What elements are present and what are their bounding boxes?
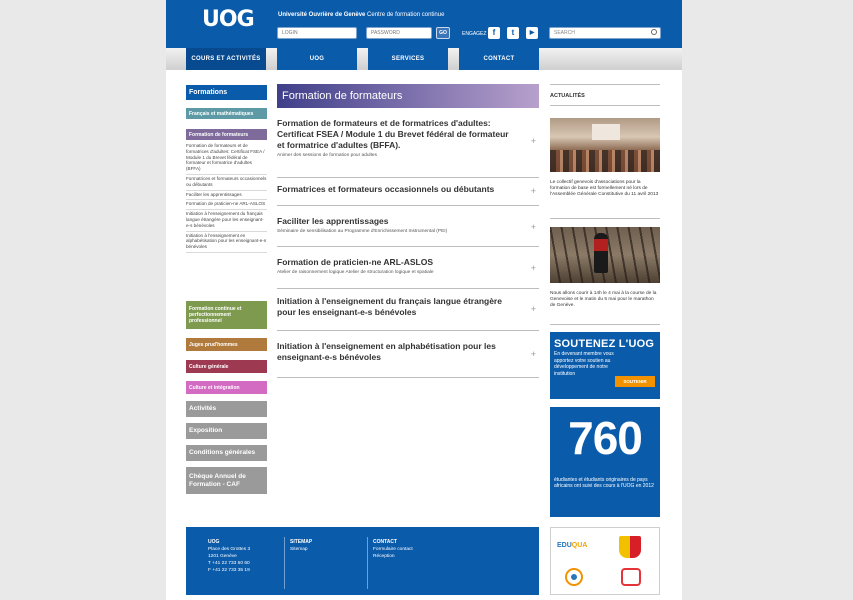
go-button[interactable]: GO — [436, 27, 450, 39]
divider — [550, 105, 660, 106]
password-input[interactable]: PASSWORD — [366, 27, 432, 39]
partner-logos — [550, 527, 660, 595]
course-entry[interactable] — [277, 184, 539, 206]
course-entry[interactable] — [277, 216, 539, 247]
footer-link-reception[interactable]: Réception — [373, 554, 395, 559]
course-entry[interactable] — [277, 257, 539, 289]
runner-shirt — [594, 239, 608, 251]
sidebar-sublist — [186, 142, 267, 253]
expand-icon[interactable]: + — [530, 186, 536, 196]
course-desc: Séminaire de sensibilisation au Programme d'Enrichissement Instrumental (PEI) — [277, 229, 448, 234]
footer-heading: CONTACT — [373, 539, 398, 545]
brand-tagline: Centre de formation continue — [367, 12, 445, 18]
footer-heading: SITEMAP — [290, 539, 313, 545]
main-nav — [166, 48, 682, 70]
expand-icon[interactable]: + — [530, 349, 536, 359]
sidebar-item-caf[interactable]: Chèque Annuel de Formation - CAF — [186, 467, 267, 494]
search-icon[interactable] — [651, 29, 657, 35]
course-title[interactable]: Formation de praticien-ne ARL-ASLOS — [277, 257, 434, 267]
expand-icon[interactable]: + — [530, 222, 536, 232]
footer-divider — [367, 537, 368, 589]
social-label: ENGAGEZ — [462, 31, 487, 37]
page-title: Formation de formateurs — [277, 84, 539, 108]
header — [166, 0, 682, 48]
eduqua-text-b: QUA — [571, 542, 588, 549]
sidebar-subitem[interactable]: Formation de praticien-ne ARL-ASLOS — [186, 200, 267, 210]
support-banner[interactable] — [550, 332, 660, 399]
expand-icon[interactable]: + — [530, 136, 536, 146]
footer-link-form[interactable]: Formulaire contact — [373, 547, 413, 552]
nav-cours-et-activites[interactable]: COURS ET ACTIVITÉS — [186, 48, 266, 70]
sidebar-item-conditions[interactable]: Conditions générales — [186, 445, 267, 461]
projection-screen — [592, 124, 620, 140]
support-button[interactable]: SOUTENIR — [615, 376, 655, 387]
stat-number: 760 — [568, 412, 642, 464]
login-input[interactable]: LOGIN — [277, 27, 357, 39]
course-title[interactable]: Initiation à l'enseignement du français langue étrangère pour les enseignant-e-s bénévoles — [277, 296, 502, 317]
divider — [550, 218, 660, 219]
nav-contact[interactable]: CONTACT — [459, 48, 539, 70]
course-title[interactable]: Faciliter les apprentissages — [277, 216, 389, 226]
footer-heading: UOG — [208, 539, 220, 545]
footer-line: F +41 22 733 35 19 — [208, 568, 250, 573]
news-photo-assembly[interactable] — [550, 118, 660, 172]
footer — [186, 527, 539, 595]
course-title[interactable]: Formation de formateurs et de formatrices d'adultes: Certificat FSEA / Module 1 du Brevet fédéral de formateur et formatrice d'adultes (BFFA). — [277, 118, 509, 150]
footer-link-sitemap[interactable]: Sitemap — [290, 547, 308, 552]
stat-panel — [550, 407, 660, 517]
course-desc: Animer des sessions de formation pour adultes — [277, 153, 377, 158]
partner-badge-icon[interactable] — [621, 568, 641, 586]
expand-icon[interactable]: + — [530, 304, 536, 314]
youtube-icon[interactable]: ▶ — [526, 27, 538, 39]
nav-services[interactable]: SERVICES — [368, 48, 448, 70]
twitter-icon[interactable]: t — [507, 27, 519, 39]
divider — [550, 84, 660, 85]
footer-line: 1201 Genève — [208, 554, 237, 559]
sidebar-item-formation-formateurs[interactable]: Formation de formateurs — [186, 129, 267, 140]
search-input[interactable] — [549, 27, 661, 39]
footer-contact — [373, 539, 413, 560]
news-text[interactable]: Nous allons courir à 14h le 4 mai à la course de la Genevoise et le matin du 5 mai pour le marathon de Genève. — [550, 291, 657, 308]
sidebar-item-culture-integration[interactable]: Culture et intégration — [186, 381, 267, 394]
course-entry[interactable] — [277, 341, 539, 378]
facebook-icon[interactable]: f — [488, 27, 500, 39]
support-text: En devenant membre vous apportez votre soutien au développement de notre institution — [554, 351, 614, 377]
course-title[interactable]: Initiation à l'enseignement en alphabétisation pour les enseignant-e-s bénévoles — [277, 341, 496, 362]
stat-caption: étudiantes et étudiants originaires de pays africains ont suivi des cours à l'UOG en 2012 — [554, 477, 654, 490]
news-text[interactable]: Le collectif genevois d'associations pour la formation de base est formellement né lors de l'Assemblée Générale Constitutive du 11 avril 2013 — [550, 180, 659, 197]
page — [166, 0, 682, 600]
news-photo-runner[interactable] — [550, 227, 660, 283]
divider — [550, 324, 660, 325]
course-entry[interactable] — [277, 296, 539, 331]
sidebar-item-culture-generale[interactable]: Culture générale — [186, 360, 267, 373]
sidebar-subitem[interactable]: Initiation à l'enseignement en alphabétisation pour les enseignant-e-s bénévoles — [186, 232, 267, 253]
sidebar-item-activites[interactable]: Activités — [186, 401, 267, 417]
brand-text — [278, 12, 444, 18]
support-heading: SOUTENEZ L'UOG — [554, 338, 655, 350]
sidebar-subitem[interactable]: Faciliter les apprentissages — [186, 191, 267, 201]
sidebar-heading[interactable]: Formations — [186, 85, 267, 100]
brand-name: Université Ouvrière de Genève — [278, 12, 366, 18]
quality-badge-icon[interactable] — [565, 568, 583, 586]
geneve-crest-icon[interactable] — [619, 536, 641, 558]
footer-line: Place des Grottes 3 — [208, 547, 251, 552]
footer-sitemap — [290, 539, 312, 553]
course-desc: Atelier de raisonnement logique Atelier de structuration logique et spatiale — [277, 270, 434, 275]
expand-icon[interactable]: + — [530, 263, 536, 273]
sidebar-item-exposition[interactable]: Exposition — [186, 423, 267, 439]
course-entry[interactable] — [277, 118, 539, 178]
eduqua-logo[interactable] — [557, 542, 587, 549]
nav-uog[interactable]: UOG — [277, 48, 357, 70]
course-title[interactable]: Formatrices et formateurs occasionnels ou débutants — [277, 184, 495, 194]
footer-line: T +41 22 733 50 60 — [208, 561, 250, 566]
sidebar-item-juges[interactable]: Juges prud'hommes — [186, 338, 267, 351]
footer-divider — [284, 537, 285, 589]
sidebar-subitem[interactable]: Formatrices et formateurs occasionnels ou débutants — [186, 175, 267, 191]
sidebar-item-formation-continue[interactable]: Formation continue et perfectionnement professionnel — [186, 301, 267, 329]
uog-logo[interactable]: UOG — [202, 7, 254, 32]
news-label: ACTUALITÉS — [550, 93, 585, 99]
eduqua-text-a: EDU — [557, 542, 572, 549]
sidebar-subitem[interactable]: Formation de formateurs et de formatrices d'adultes: Certificat FSEA / Module 1 du Brevet fédéral de formateur et formatrice d'adultes (BFFA) — [186, 142, 267, 175]
audience — [550, 150, 660, 172]
footer-uog — [208, 539, 250, 574]
search-placeholder: SEARCH — [554, 30, 575, 36]
sidebar-subitem[interactable]: Initiation à l'enseignement du français langue étrangère pour les enseignant-e-s bénévoles — [186, 210, 267, 231]
sidebar-item-francais[interactable]: Français et mathématiques — [186, 108, 267, 119]
